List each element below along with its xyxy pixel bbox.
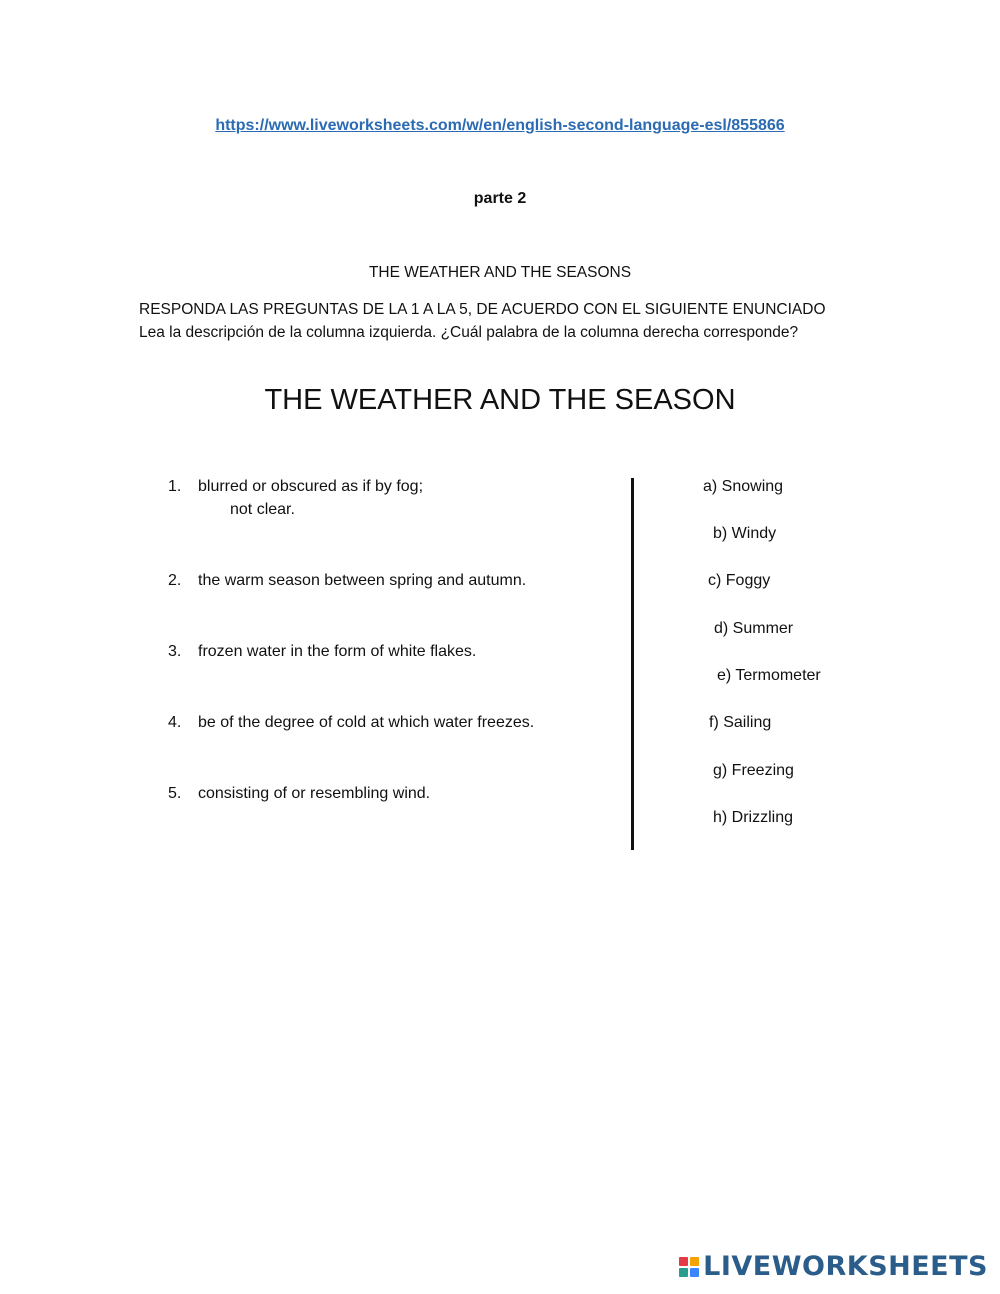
liveworksheets-logo[interactable] [679, 1251, 988, 1282]
option-item[interactable]: g) Freezing [713, 762, 794, 779]
question-number: 4. [168, 714, 182, 731]
logo-text: LIVEWORKSHEETS [703, 1251, 988, 1282]
instructions-line-1: RESPONDA LAS PREGUNTAS DE LA 1 A LA 5, DE ACUERDO CON EL SIGUIENTE ENUNCIADO [139, 301, 826, 318]
column-divider [631, 478, 634, 850]
part-label: parte 2 [473, 190, 527, 207]
option-item[interactable]: e) Termometer [717, 667, 821, 684]
question-number: 2. [168, 572, 182, 589]
question-text-continuation: not clear. [230, 501, 295, 518]
question-text: blurred or obscured as if by fog; [198, 478, 424, 495]
option-item[interactable]: f) Sailing [709, 714, 772, 731]
worksheet-link[interactable]: https://www.liveworksheets.com/w/en/english-second-language-esl/855866 [215, 117, 785, 134]
question-text: frozen water in the form of white flakes. [198, 643, 477, 660]
option-item[interactable]: h) Drizzling [713, 809, 794, 826]
option-item[interactable]: d) Summer [714, 620, 794, 637]
logo-tile [690, 1268, 699, 1277]
instructions-line-2: Lea la descripción de la columna izquierda. ¿Cuál palabra de la columna derecha corresponde? [139, 324, 799, 341]
logo-tile [679, 1257, 688, 1266]
question-number: 5. [168, 785, 182, 802]
page-title: THE WEATHER AND THE SEASON [264, 384, 736, 416]
logo-tile [679, 1268, 688, 1277]
worksheet-subtitle: THE WEATHER AND THE SEASONS [368, 264, 632, 281]
question-text: the warm season between spring and autumn. [198, 572, 527, 589]
question-text: be of the degree of cold at which water freezes. [198, 714, 535, 731]
option-item[interactable]: a) Snowing [703, 478, 784, 495]
question-text: consisting of or resembling wind. [198, 785, 431, 802]
question-number: 3. [168, 643, 182, 660]
option-item[interactable]: c) Foggy [708, 572, 771, 589]
option-item[interactable]: b) Windy [713, 525, 777, 542]
question-number: 1. [168, 478, 182, 495]
logo-icon [679, 1257, 699, 1277]
logo-tile [690, 1257, 699, 1266]
